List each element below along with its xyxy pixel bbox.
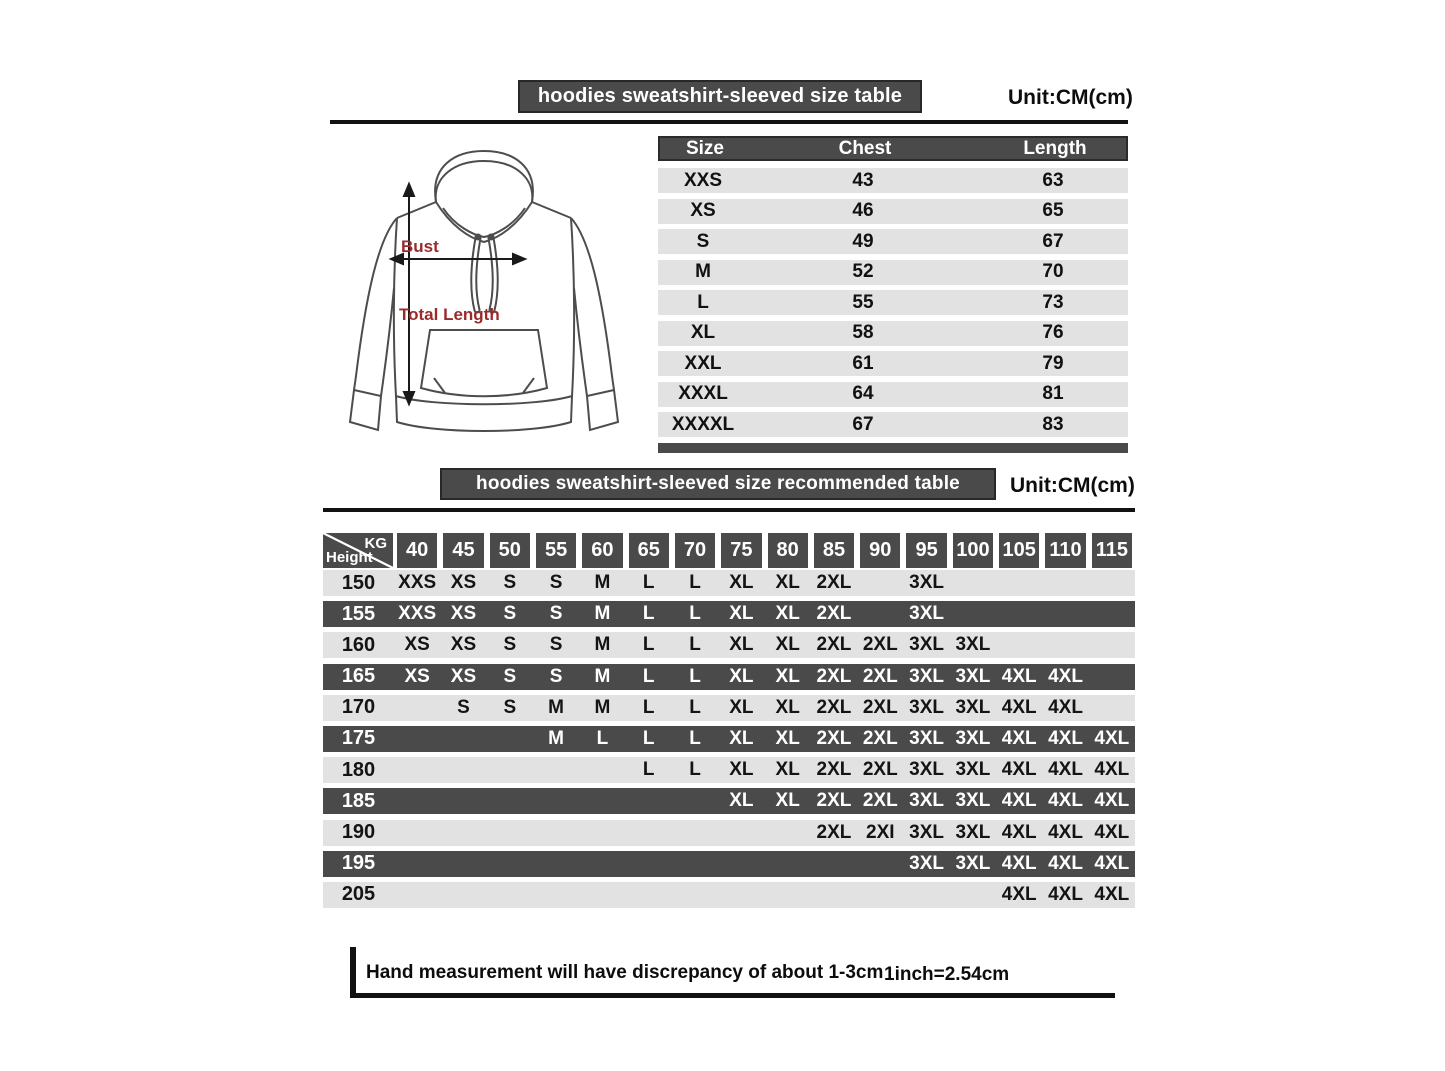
size-recommendation-cell: 2XI (866, 821, 895, 843)
size-recommendation-cell: 4XL (1001, 790, 1037, 812)
size-table-cell: 81 (1042, 383, 1064, 404)
height-row-label: 155 (341, 602, 376, 625)
size-table-cell: S (696, 230, 710, 252)
weight-column-header: 110 (1045, 533, 1085, 568)
size-recommendation-cell: 2XL (816, 634, 852, 656)
footnote-underline (350, 993, 1115, 998)
size-table-cell: M (695, 261, 711, 282)
size-table-cell: 67 (1042, 230, 1064, 252)
height-row-label: 190 (341, 821, 376, 843)
size-recommendation-cell: L (689, 634, 701, 656)
height-row-label: 185 (341, 789, 376, 812)
size-recommendation-cell: 4XL (1094, 883, 1130, 905)
size-recommendation-cell: 4XL (1094, 790, 1130, 812)
size-recommendation-cell: 4XL (1094, 821, 1130, 843)
size-recommendation-cell: 4XL (1048, 665, 1083, 687)
size-recommendation-cell: 2XL (816, 821, 852, 843)
size-recommendation-cell: 2XL (816, 572, 852, 593)
size-recommendation-cell: 3XL (955, 665, 991, 687)
size-recommendation-cell: 4XL (1048, 821, 1083, 843)
size-recommendation-cell: S (549, 572, 563, 593)
matrix-header-row (323, 533, 1135, 568)
size-recommendation-cell: L (689, 727, 701, 749)
size-recommendation-cell: XS (450, 634, 477, 656)
size-recommendation-cell: 3XL (955, 790, 991, 812)
size-recommendation-cell: 3XL (955, 696, 991, 718)
size-recommendation-cell: L (642, 603, 655, 625)
hoodie-measurement-diagram (333, 138, 635, 456)
size-recommendation-cell: XL (775, 790, 800, 812)
size-table-row (658, 290, 1128, 315)
matrix-row (323, 820, 1135, 846)
size-recommendation-cell: 2XL (816, 603, 852, 625)
length-column-header: Length (1023, 138, 1087, 159)
size-table-cell: 52 (852, 261, 874, 282)
size-recommendation-cell: 2XL (816, 727, 852, 749)
size-recommendation-cell: L (642, 665, 655, 687)
size-table-cell: 67 (852, 413, 874, 435)
size-table-title-banner (518, 80, 922, 113)
size-recommendation-cell: 4XL (1001, 883, 1037, 905)
size-recommendation-cell: 4XL (1048, 759, 1083, 781)
size-recommendation-cell: S (503, 696, 517, 718)
size-recommendation-cell: 3XL (909, 790, 945, 812)
size-table-cell: 65 (1042, 200, 1064, 221)
size-table-cell: 58 (852, 322, 874, 343)
size-table-cell: XXL (684, 352, 722, 374)
size-recommendation-cell: XL (729, 572, 754, 593)
size-recommendation-cell: 3XL (909, 572, 945, 593)
divider-line-top (330, 120, 1128, 124)
size-recommendation-cell: XXS (398, 603, 437, 625)
size-table-cell: 64 (852, 383, 874, 404)
footnote-left-bar (350, 947, 356, 998)
size-table-unit-label: Unit:CM(cm) (1008, 86, 1133, 109)
size-recommendation-cell: 2XL (816, 759, 852, 781)
size-recommendation-cell: 3XL (955, 759, 991, 781)
size-recommendation-cell: 3XL (909, 759, 945, 781)
divider-line-middle (323, 508, 1135, 512)
size-table-cell: 70 (1042, 261, 1064, 282)
size-table-cell: 49 (852, 230, 874, 252)
size-table-cell: 55 (852, 291, 874, 313)
size-recommendation-cell: XL (775, 665, 800, 687)
size-recommendation-cell: XS (450, 665, 477, 687)
size-table-cell: XS (690, 200, 716, 221)
size-table-title: hoodies sweatshirt-sleeved size table (537, 85, 903, 107)
size-table-row (658, 412, 1128, 437)
recommended-table-unit-label: Unit:CM(cm) (1010, 474, 1135, 497)
size-recommendation-cell: 2XL (862, 696, 898, 718)
size-recommendation-cell: 2XL (862, 759, 898, 781)
size-recommendation-cell: 3XL (909, 852, 945, 874)
size-recommendation-cell: 2XL (816, 790, 852, 812)
size-recommendation-cell: L (642, 634, 655, 656)
size-recommendation-cell: 4XL (1001, 665, 1037, 687)
size-table-header-row (658, 136, 1128, 161)
size-recommendation-cell: 4XL (1048, 883, 1083, 905)
size-table-cell: 63 (1042, 169, 1064, 191)
size-recommendation-cell: M (594, 634, 611, 656)
size-recommendation-cell: XL (729, 727, 754, 749)
recommended-size-matrix (323, 533, 1135, 913)
height-label: Height (326, 549, 373, 566)
size-table-cell: XXS (683, 169, 723, 191)
size-table-body (658, 168, 1128, 437)
size-recommendation-cell: 3XL (909, 696, 945, 718)
matrix-row (323, 570, 1135, 596)
size-table-row (658, 168, 1128, 193)
size-recommendation-cell: 3XL (955, 821, 991, 843)
size-recommendation-cell: L (689, 759, 701, 781)
size-recommendation-cell: 4XL (1001, 727, 1037, 749)
size-recommendation-cell: XS (404, 665, 430, 687)
size-table-cell: XL (690, 322, 716, 343)
size-recommendation-cell: XL (729, 665, 754, 687)
size-recommendation-cell: XL (775, 696, 800, 718)
size-recommendation-cell: 4XL (1094, 759, 1130, 781)
size-table-cell: 76 (1042, 322, 1064, 343)
size-table-cell: XXXL (678, 383, 728, 404)
size-recommendation-cell: L (642, 572, 655, 593)
size-recommendation-cell: 2XL (862, 790, 898, 812)
weight-column-header: 60 (582, 533, 622, 568)
size-table-row (658, 351, 1128, 376)
size-recommendation-cell: 3XL (909, 821, 945, 843)
height-row-label: 175 (341, 727, 376, 750)
size-table-cell: 83 (1042, 413, 1064, 435)
size-recommendation-cell: XS (450, 572, 477, 593)
size-recommendation-cell: L (642, 696, 655, 718)
size-recommendation-cell: XL (729, 696, 754, 718)
matrix-row (323, 851, 1135, 877)
size-recommendation-cell: L (689, 696, 701, 718)
matrix-row (323, 664, 1135, 690)
size-recommendation-cell: XL (775, 634, 800, 656)
size-recommendation-cell: 4XL (1048, 696, 1083, 718)
weight-column-header: 40 (397, 533, 437, 568)
size-table-cell: 61 (852, 352, 874, 374)
size-column-header: Size (685, 138, 725, 159)
weight-column-header: 90 (860, 533, 900, 568)
size-table-row (658, 260, 1128, 285)
size-recommendation-cell: S (503, 665, 517, 687)
size-table-cell: 43 (852, 169, 874, 191)
size-recommendation-cell: 4XL (1001, 696, 1037, 718)
size-recommendation-cell: XL (729, 603, 754, 625)
size-table-row (658, 199, 1128, 224)
weight-column-header: 45 (443, 533, 483, 568)
kg-height-corner-cell (323, 533, 393, 568)
size-recommendation-cell: 3XL (909, 603, 945, 625)
size-recommendation-cell: S (457, 696, 470, 718)
size-table-cell: 79 (1042, 352, 1064, 374)
size-recommendation-cell: L (642, 727, 655, 749)
size-recommendation-cell: XS (404, 634, 430, 656)
weight-column-header: 70 (675, 533, 715, 568)
height-row-label: 150 (341, 571, 376, 594)
size-recommendation-cell: S (549, 603, 563, 625)
size-recommendation-cell: M (548, 696, 564, 718)
size-recommendation-cell: XL (775, 572, 800, 593)
size-recommendation-cell: S (503, 603, 517, 625)
matrix-row (323, 601, 1135, 627)
matrix-row (323, 882, 1135, 908)
size-table-cell: 73 (1042, 291, 1064, 313)
size-recommendation-cell: M (594, 603, 611, 625)
size-recommendation-cell: S (549, 665, 563, 687)
size-recommendation-cell: XL (729, 759, 754, 781)
weight-column-header: 105 (999, 533, 1039, 568)
size-recommendation-cell: 4XL (1048, 790, 1083, 812)
size-recommendation-cell: XS (450, 603, 477, 625)
size-recommendation-cell: XL (775, 603, 800, 625)
size-recommendation-cell: L (642, 759, 655, 781)
size-recommendation-cell: 2XL (862, 634, 898, 656)
size-table-row (658, 321, 1128, 346)
weight-column-header: 80 (768, 533, 808, 568)
bust-label: Bust (401, 237, 439, 256)
size-recommendation-cell: XL (775, 759, 800, 781)
hoodie-outline (350, 151, 618, 431)
size-recommendation-cell: XL (729, 790, 754, 812)
weight-column-header: 85 (814, 533, 854, 568)
size-recommendation-cell: 4XL (1001, 821, 1037, 843)
size-recommendation-cell: 3XL (909, 665, 945, 687)
weight-column-header: 50 (490, 533, 530, 568)
weight-column-header: 95 (906, 533, 946, 568)
size-recommendation-cell: L (689, 603, 701, 625)
size-recommendation-cell: L (689, 572, 701, 593)
size-recommendation-cell: XL (775, 727, 800, 749)
matrix-row (323, 632, 1135, 658)
size-recommendation-cell: L (689, 665, 701, 687)
size-table-bottom-bar (658, 443, 1128, 453)
size-recommendation-cell: XXS (398, 572, 437, 593)
size-table-cell: XXXXL (671, 413, 735, 435)
size-recommendation-cell: 4XL (1094, 727, 1130, 749)
matrix-body (323, 570, 1135, 908)
size-recommendation-cell: S (503, 572, 517, 593)
size-table-cell: L (697, 291, 709, 313)
height-row-label: 165 (341, 665, 376, 688)
size-recommendation-cell: XL (729, 634, 754, 656)
size-recommendation-cell: 3XL (909, 634, 945, 656)
height-row-label: 195 (341, 852, 376, 875)
matrix-row (323, 726, 1135, 752)
measurement-note: Hand measurement will have discrepancy of about 1-3cm (366, 962, 884, 983)
total-length-label: Total Length (399, 305, 500, 324)
size-recommendation-cell: M (594, 665, 611, 687)
weight-column-header: 75 (721, 533, 761, 568)
chest-column-header: Chest (838, 138, 892, 159)
height-row-label: 160 (341, 633, 376, 656)
matrix-row (323, 757, 1135, 783)
inch-conversion-note: 1inch=2.54cm (884, 964, 1010, 985)
size-recommendation-cell: S (549, 634, 563, 656)
height-row-label: 205 (341, 883, 376, 906)
size-recommendation-cell: 2XL (862, 665, 898, 687)
size-recommendation-cell: 4XL (1048, 852, 1083, 874)
size-table-row (658, 382, 1128, 407)
weight-column-header: 65 (629, 533, 669, 568)
size-recommendation-cell: 2XL (816, 696, 852, 718)
drawstrings (474, 234, 496, 311)
weight-column-header: 115 (1092, 533, 1132, 568)
matrix-row (323, 695, 1135, 721)
size-recommendation-cell: 2XL (862, 727, 898, 749)
size-recommendation-cell: 4XL (1001, 852, 1037, 874)
weight-column-header: 100 (953, 533, 993, 568)
size-recommendation-cell: L (596, 727, 609, 749)
size-recommendation-cell: 3XL (955, 634, 991, 656)
measurement-arrows (391, 184, 525, 404)
size-recommendation-cell: 4XL (1001, 759, 1037, 781)
size-recommendation-cell: 3XL (955, 727, 991, 749)
size-table (658, 136, 1128, 453)
size-recommendation-cell: 2XL (816, 665, 852, 687)
size-recommendation-cell: 3XL (955, 852, 991, 874)
size-table-cell: 46 (852, 200, 874, 221)
size-recommendation-cell: 4XL (1048, 727, 1083, 749)
size-recommendation-cell: M (548, 727, 564, 749)
size-recommendation-cell: 4XL (1094, 852, 1130, 874)
size-table-row (658, 229, 1128, 254)
size-recommendation-cell: M (594, 572, 611, 593)
height-row-label: 170 (341, 696, 376, 719)
kg-label: KG (364, 535, 387, 552)
size-recommendation-cell: S (503, 634, 517, 656)
height-row-label: 180 (341, 758, 376, 781)
matrix-row (323, 788, 1135, 814)
size-recommendation-cell: M (594, 696, 611, 718)
weight-column-header: 55 (536, 533, 576, 568)
size-recommendation-cell: 3XL (909, 727, 945, 749)
recommended-table-title-banner (440, 468, 996, 500)
recommended-table-title: hoodies sweatshirt-sleeved size recommended table (476, 473, 960, 494)
